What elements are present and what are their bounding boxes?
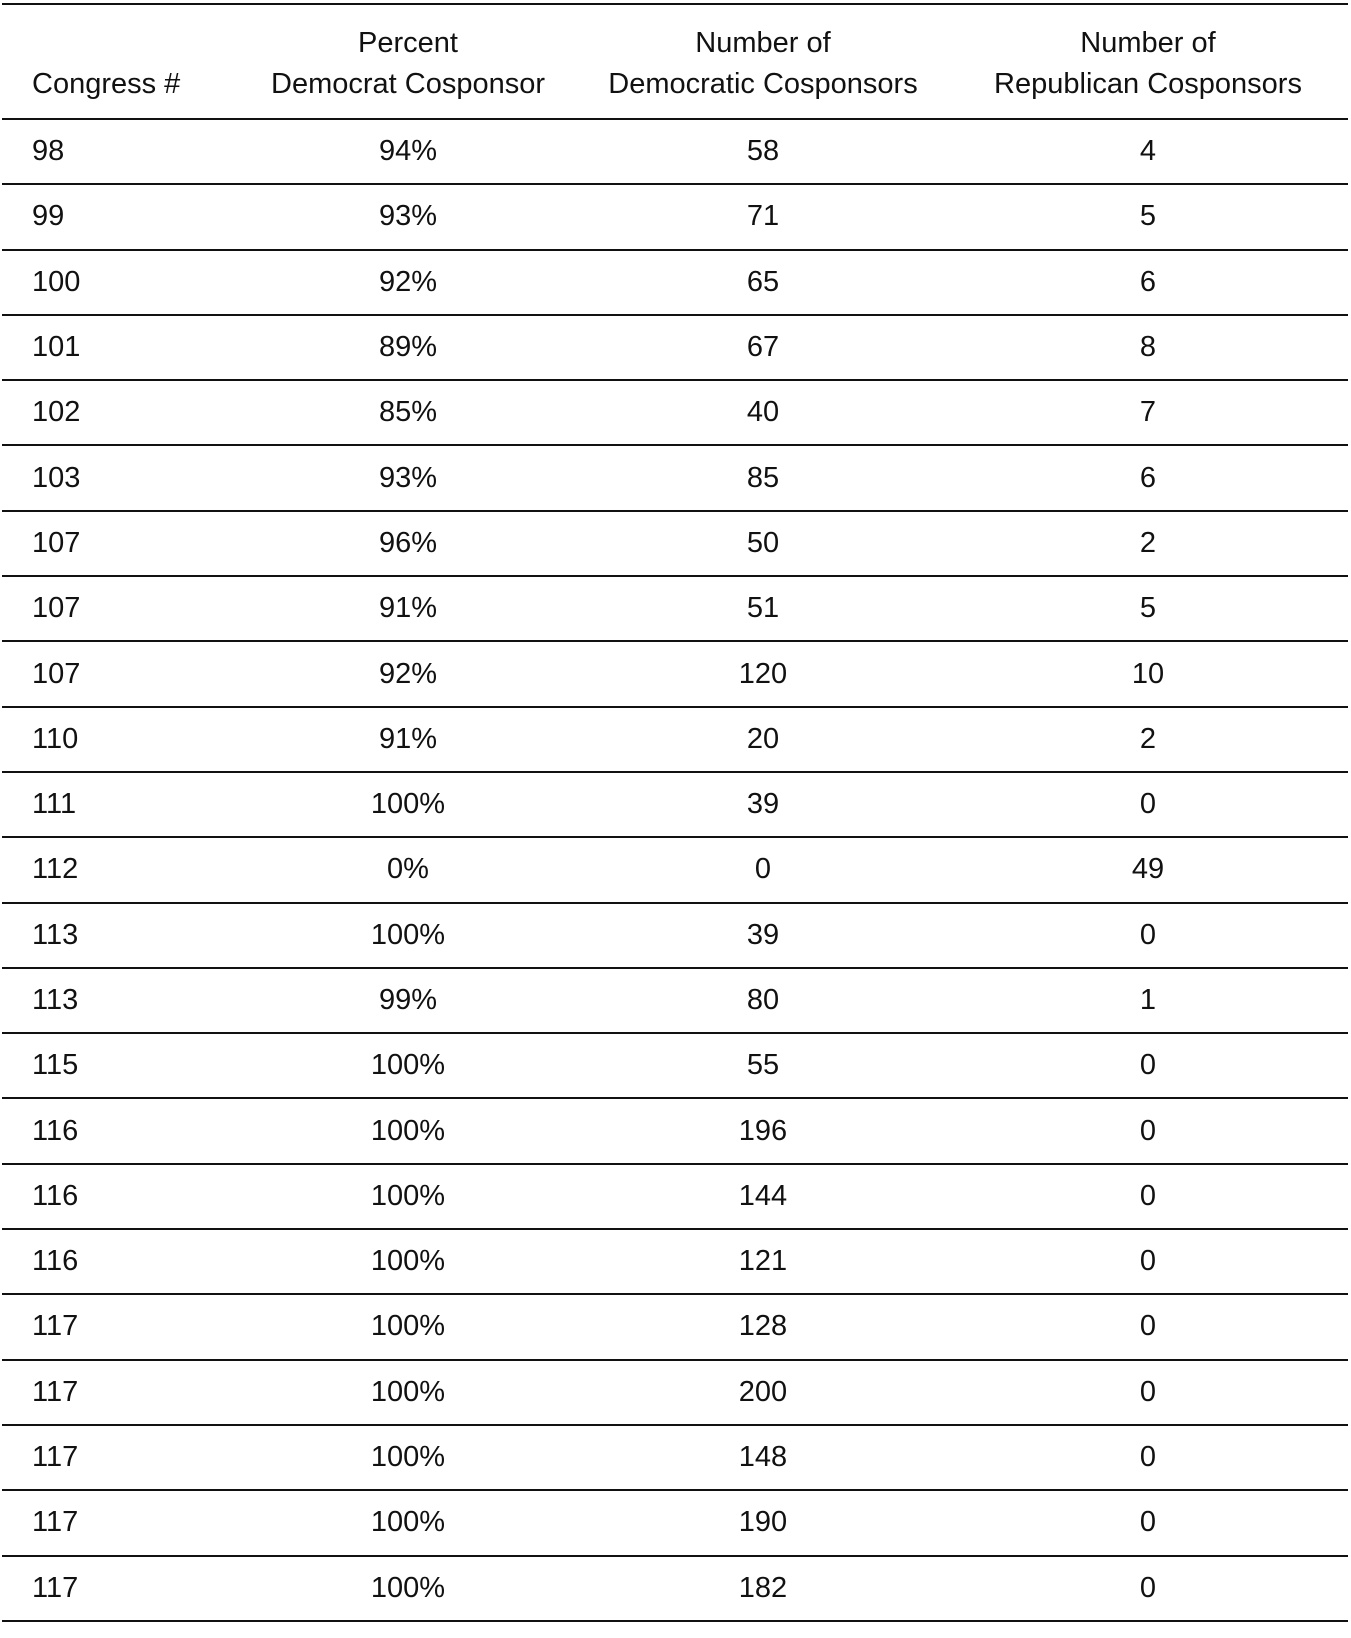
cell-republican-cosponsors: 0 [1139,1375,1157,1408]
cell-percent-democrat: 100% [370,1375,446,1408]
cell-republican-cosponsors: 5 [1139,200,1157,233]
cell-republican-cosponsors: 6 [1139,265,1157,298]
header-percent-democrat [238,4,578,119]
cosponsor-table-container [2,3,1348,1622]
cell-percent-democrat: 100% [370,1179,446,1212]
cell-congress: 101 [32,331,81,364]
cell-republican-cosponsors: 2 [1139,526,1157,559]
cell-democratic-cosponsors: 55 [746,1049,780,1082]
cell-republican-cosponsors: 10 [1131,657,1165,690]
table-row [2,250,1348,315]
cell-democratic-cosponsors: 148 [738,1441,788,1474]
cell-republican-cosponsors: 0 [1139,1049,1157,1082]
cell-democratic-cosponsors: 71 [746,200,780,233]
cell-democratic-cosponsors: 121 [738,1245,788,1278]
cell-percent-democrat: 100% [370,1441,446,1474]
header-rep-line1: Number of [1080,27,1216,59]
header-democratic-cosponsors [578,4,948,119]
cell-percent-democrat: 85% [378,396,438,429]
table-row [2,968,1348,1033]
cell-congress: 100 [32,265,81,298]
cell-percent-democrat: 100% [370,1245,446,1278]
cell-democratic-cosponsors: 20 [746,722,780,755]
cell-congress: 113 [32,984,79,1016]
header-congress [2,4,238,119]
cell-democratic-cosponsors: 58 [746,135,780,168]
header-rep-line2: Republican Cosponsors [994,68,1302,100]
table-row [2,1164,1348,1229]
cell-percent-democrat: 0% [387,853,429,886]
table-row [2,576,1348,641]
header-percent-line2: Democrat Cosponsor [271,68,545,100]
cell-republican-cosponsors: 5 [1139,592,1157,625]
table-row [2,903,1348,968]
table-row [2,772,1348,837]
cell-congress: 103 [32,461,81,494]
cell-congress: 117 [32,1506,79,1539]
cell-percent-democrat: 92% [378,657,438,690]
table-row [2,511,1348,576]
cell-republican-cosponsors: 0 [1139,1114,1157,1147]
cell-congress: 115 [32,1049,79,1082]
cell-percent-democrat: 92% [378,265,438,298]
cell-congress: 98 [32,135,65,168]
cell-congress: 107 [32,526,81,559]
cell-congress: 112 [32,853,79,886]
cell-republican-cosponsors: 0 [1139,1571,1157,1604]
cell-democratic-cosponsors: 65 [746,265,780,298]
cell-republican-cosponsors: 0 [1139,1245,1157,1278]
cell-percent-democrat: 99% [378,984,438,1016]
cell-congress: 111 [32,788,77,821]
cell-republican-cosponsors: 0 [1139,1179,1157,1212]
header-dem-line1: Number of [695,27,831,59]
cell-republican-cosponsors: 0 [1139,1506,1157,1539]
cell-percent-democrat: 100% [370,918,446,951]
table-row [2,445,1348,510]
table-row [2,1294,1348,1359]
cell-republican-cosponsors: 0 [1139,918,1157,951]
cell-democratic-cosponsors: 120 [738,657,788,690]
cell-percent-democrat: 89% [378,331,438,364]
header-republican-cosponsors [948,4,1348,119]
cell-percent-democrat: 94% [378,135,438,168]
table-row [2,837,1348,902]
cell-democratic-cosponsors: 182 [738,1571,788,1604]
table-row [2,1556,1348,1621]
cell-republican-cosponsors: 49 [1131,853,1165,886]
cell-republican-cosponsors: 6 [1139,461,1157,494]
cell-republican-cosponsors: 2 [1139,722,1157,755]
cell-democratic-cosponsors: 51 [746,592,780,625]
header-row [2,4,1348,119]
cell-democratic-cosponsors: 39 [746,788,780,821]
cell-congress: 99 [32,200,65,233]
table-row [2,1490,1348,1555]
cell-republican-cosponsors: 7 [1139,396,1157,429]
cell-percent-democrat: 100% [370,1114,446,1147]
cell-congress: 117 [32,1441,79,1474]
cell-democratic-cosponsors: 67 [746,331,780,364]
table-row [2,707,1348,772]
cell-congress: 116 [32,1114,79,1147]
table-row [2,1229,1348,1294]
cell-percent-democrat: 93% [378,200,438,233]
cell-congress: 117 [32,1310,79,1343]
table-row [2,184,1348,249]
table-row [2,1360,1348,1425]
table-row [2,641,1348,706]
cell-congress: 113 [32,918,79,951]
cell-democratic-cosponsors: 196 [738,1114,788,1147]
cell-percent-democrat: 91% [378,592,438,625]
table-body [2,119,1348,1621]
cell-congress: 117 [32,1375,79,1408]
header-congress-line2: Congress # [32,68,181,100]
cell-republican-cosponsors: 8 [1139,331,1157,364]
cell-democratic-cosponsors: 40 [746,396,780,429]
cell-congress: 110 [32,722,79,755]
cell-congress: 102 [32,396,81,429]
cell-republican-cosponsors: 1 [1139,984,1157,1016]
cell-congress: 107 [32,592,81,625]
table-row [2,119,1348,184]
cell-republican-cosponsors: 0 [1139,1441,1157,1474]
cell-republican-cosponsors: 0 [1139,1310,1157,1343]
cell-percent-democrat: 100% [370,1506,446,1539]
cell-percent-democrat: 100% [370,1049,446,1082]
cell-democratic-cosponsors: 144 [738,1179,788,1212]
cell-percent-democrat: 100% [370,788,446,821]
cell-democratic-cosponsors: 85 [746,461,780,494]
cell-democratic-cosponsors: 80 [746,984,780,1016]
cell-democratic-cosponsors: 0 [754,853,772,886]
table-row [2,1098,1348,1163]
cell-democratic-cosponsors: 190 [738,1506,788,1539]
cell-republican-cosponsors: 4 [1139,135,1157,168]
header-percent-line1: Percent [358,27,458,59]
cell-percent-democrat: 91% [378,722,438,755]
table-row [2,380,1348,445]
cosponsor-table [2,3,1348,1622]
cell-congress: 116 [32,1179,79,1212]
cell-democratic-cosponsors: 39 [746,918,780,951]
table-row [2,1033,1348,1098]
table-row [2,315,1348,380]
cell-republican-cosponsors: 0 [1139,788,1157,821]
cell-percent-democrat: 100% [370,1571,446,1604]
cell-democratic-cosponsors: 50 [746,526,780,559]
cell-percent-democrat: 100% [370,1310,446,1343]
cell-democratic-cosponsors: 128 [738,1310,788,1343]
cell-percent-democrat: 93% [378,461,438,494]
cell-congress: 117 [32,1571,79,1604]
cell-congress: 107 [32,657,81,690]
cell-congress: 116 [32,1245,79,1278]
header-dem-line2: Democratic Cosponsors [608,68,918,100]
cell-percent-democrat: 96% [378,526,438,559]
cell-democratic-cosponsors: 200 [738,1375,788,1408]
table-row [2,1425,1348,1490]
table-header [2,4,1348,119]
